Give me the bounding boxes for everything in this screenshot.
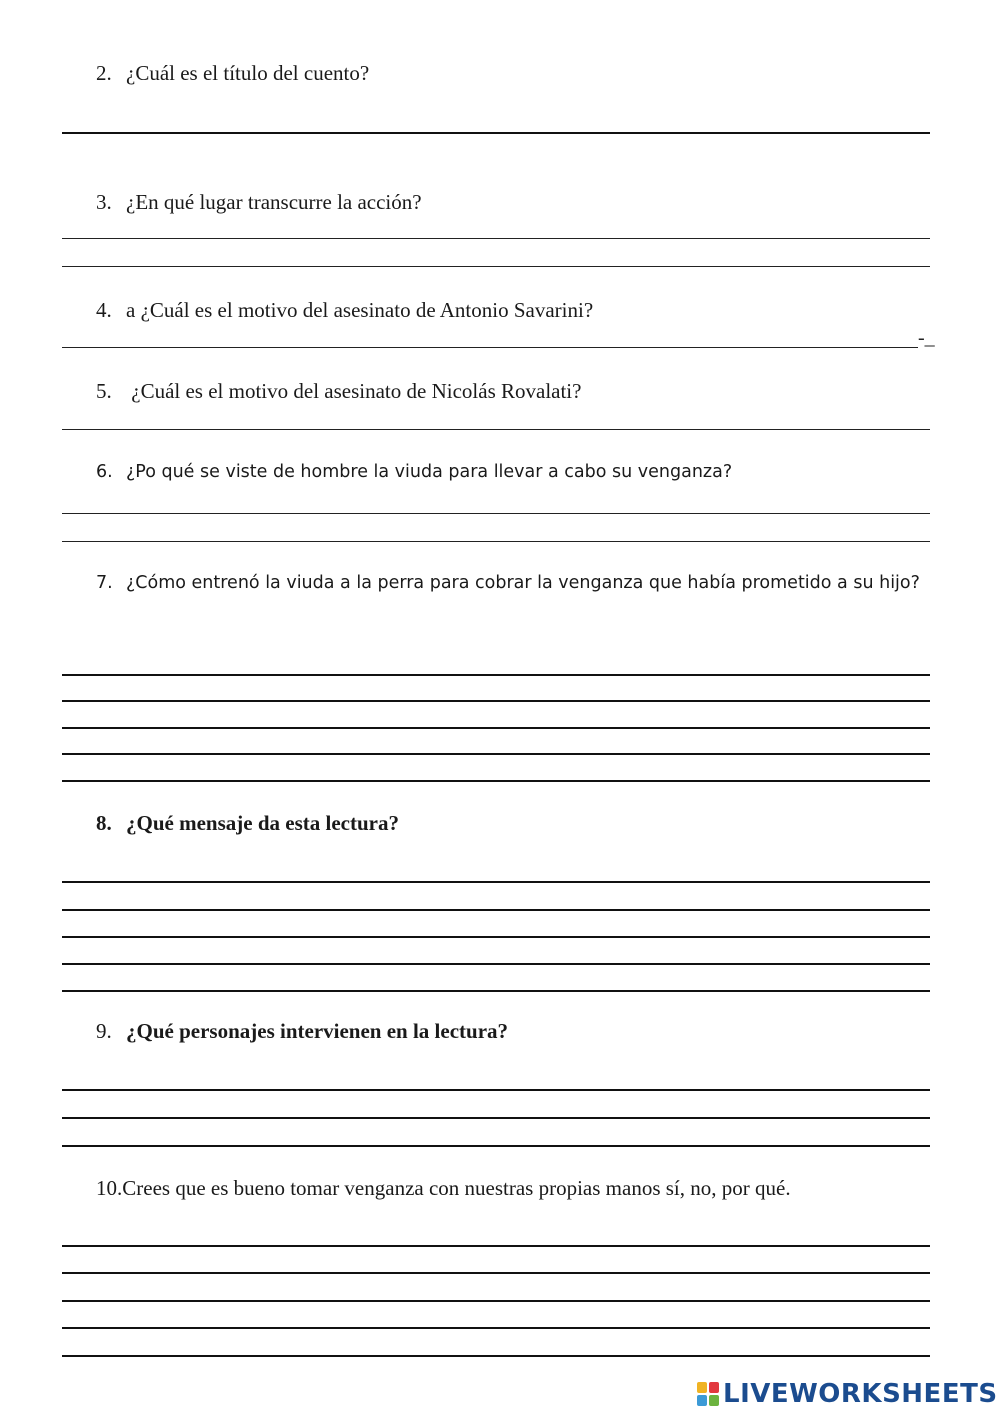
question-3 [96,190,422,215]
question-3-text: ¿En qué lugar transcurre la acción? [126,190,422,214]
question-8-text: ¿Qué mensaje da esta lectura? [126,811,399,835]
logo-square-green [709,1395,719,1406]
question-2-number: 2. [96,61,112,85]
liveworksheets-logo[interactable] [697,1377,998,1411]
answer-line[interactable] [62,1355,930,1357]
answer-line[interactable] [62,881,930,883]
question-6 [96,462,732,482]
answer-line[interactable] [62,1089,930,1091]
question-7 [96,568,946,598]
answer-line[interactable] [62,1145,930,1147]
logo-square-red [709,1382,719,1393]
question-4-number: 4. [96,298,112,322]
question-5-number: 5. [96,379,112,403]
answer-line[interactable] [62,238,930,239]
answer-line[interactable] [62,1117,930,1119]
question-10-number: 10. [96,1176,123,1200]
stray-mark: -_ [918,327,935,349]
question-3-number: 3. [96,190,112,214]
answer-line[interactable] [62,990,930,992]
answer-line[interactable] [62,963,930,965]
question-8 [96,811,399,836]
question-4 [96,298,593,323]
question-9-number: 9. [96,1019,112,1043]
answer-line[interactable] [62,347,918,348]
question-4-text: a ¿Cuál es el motivo del asesinato de Antonio Savarini? [126,298,594,322]
answer-line[interactable] [62,674,930,676]
question-8-number: 8. [96,811,112,835]
question-9-text: ¿Qué personajes intervienen en la lectura? [126,1019,509,1043]
logo-square-yellow [697,1382,707,1393]
answer-line[interactable] [62,1327,930,1329]
answer-line[interactable] [62,936,930,938]
answer-line[interactable] [62,1245,930,1247]
question-5-text: ¿Cuál es el motivo del asesinato de Nicolás Rovalati? [126,379,582,403]
question-7-text: ¿Cómo entrenó la viuda a la perra para cobrar la venganza que había prometido a su hijo? [126,573,920,593]
answer-line[interactable] [62,909,930,911]
question-6-text: ¿Po qué se viste de hombre la viuda para llevar a cabo su venganza? [126,462,733,482]
liveworksheets-logo-text: LIVEWORKSHEETS [723,1379,998,1409]
answer-line[interactable] [62,266,930,267]
question-5 [96,379,581,404]
answer-line[interactable] [62,541,930,542]
answer-line[interactable] [62,429,930,430]
answer-line[interactable] [62,1272,930,1274]
answer-line[interactable] [62,753,930,755]
question-10 [96,1176,791,1201]
answer-line[interactable] [62,700,930,702]
logo-square-blue [697,1395,707,1406]
question-10-text: Crees que es bueno tomar venganza con nuestras propias manos sí, no, por qué. [122,1176,791,1200]
question-2-text: ¿Cuál es el título del cuento? [126,61,370,85]
answer-line[interactable] [62,727,930,729]
answer-line[interactable] [62,1300,930,1302]
question-7-number: 7. [96,573,113,593]
liveworksheets-logo-icon [697,1382,719,1406]
answer-line[interactable] [62,780,930,782]
question-9 [96,1019,508,1044]
question-2 [96,61,369,86]
question-6-number: 6. [96,462,113,482]
answer-line[interactable] [62,513,930,514]
answer-line[interactable] [62,132,930,134]
